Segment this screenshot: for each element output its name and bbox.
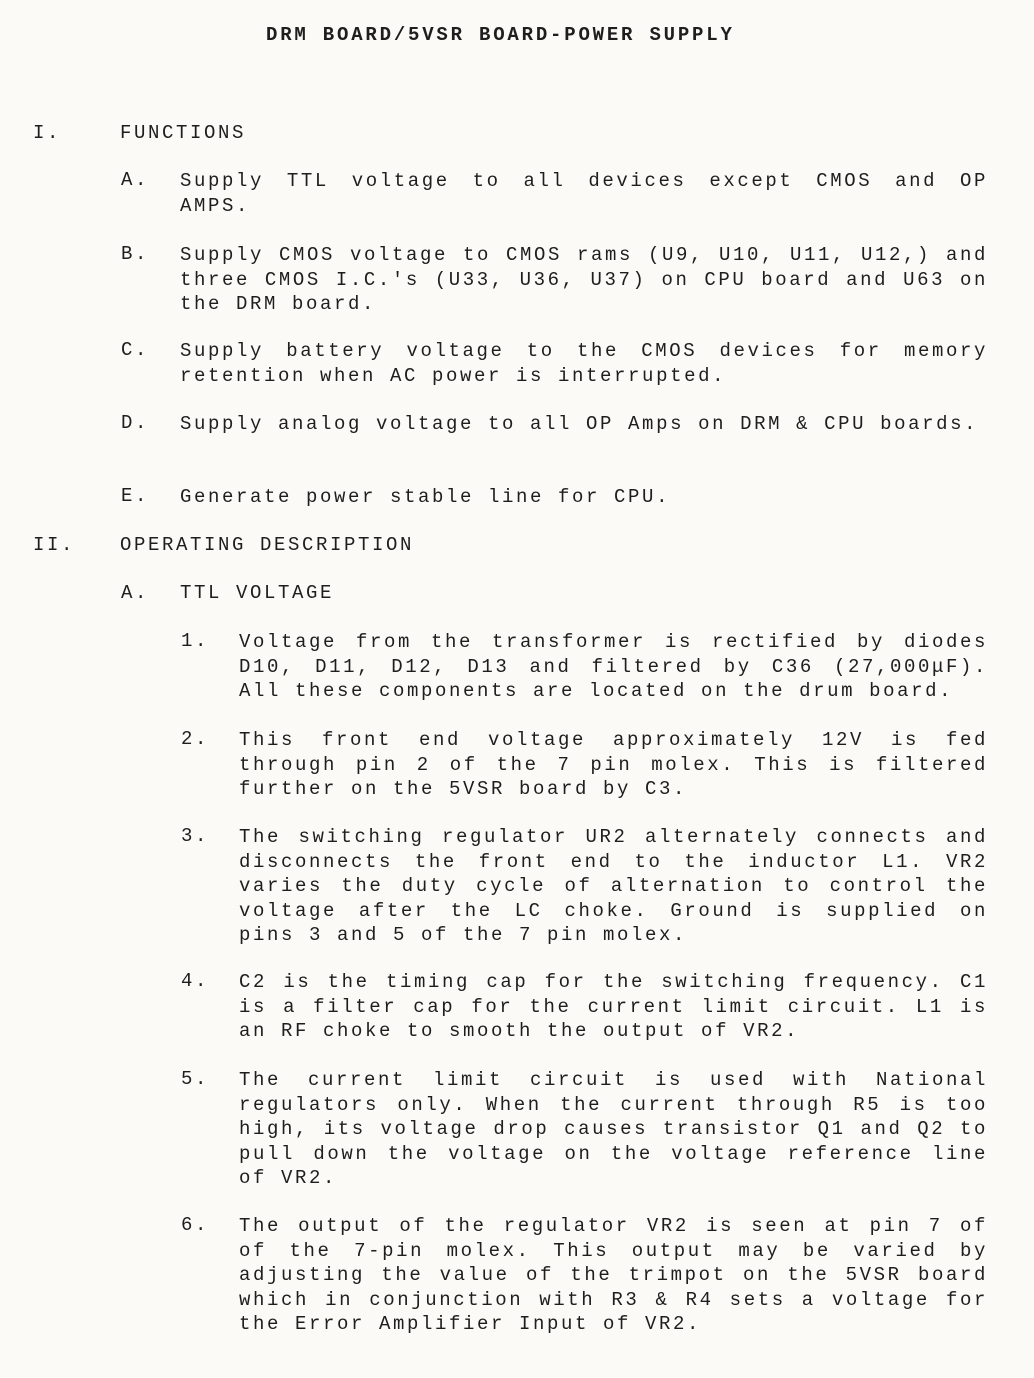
item-letter: C. <box>121 339 150 361</box>
item-text: Supply battery voltage to the CMOS devices for memory retention when AC power is interrupted. <box>180 340 988 387</box>
document-title: DRM BOARD/5VSR BOARD-POWER SUPPLY <box>266 24 735 46</box>
step-text: Voltage from the transformer is rectified by diodes D10, D11, D12, D13 and filtered by C36 (27,000μF). All these components are located on the drum board. <box>239 631 988 703</box>
step-number: 2. <box>181 728 210 750</box>
section-number: I. <box>33 122 62 144</box>
subsection-letter: A. <box>121 582 150 604</box>
step-text: The current limit circuit is used with National regulators only. When the current through R5 is too high, its voltage drop causes transistor Q1 and Q2 to pull down the voltage on the voltage reference line of VR2. <box>239 1069 988 1190</box>
item-text: Supply analog voltage to all OP Amps on DRM & CPU boards. <box>180 413 979 435</box>
section-heading-operating-description <box>0 534 1034 558</box>
step-number: 5. <box>181 1068 210 1090</box>
step-text: The output of the regulator VR2 is seen at pin 7 of of the 7-pin molex. This output may be varied by adjusting the value of the trimpot on the 5VSR board which in conjunction with R3 & R4 sets a voltage for the Error Amplifier Input of VR2. <box>239 1215 988 1336</box>
item-text: Supply TTL voltage to all devices except CMOS and OP AMPS. <box>180 170 988 217</box>
step-text: This front end voltage approximately 12V is fed through pin 2 of the 7 pin molex. This is filtered further on the 5VSR board by C3. <box>239 729 988 801</box>
item-letter: A. <box>121 169 150 191</box>
step-number: 6. <box>181 1214 210 1236</box>
item-letter: E. <box>121 485 150 507</box>
step-text: C2 is the timing cap for the switching frequency. C1 is a filter cap for the current limit circuit. L1 is an RF choke to smooth the output of VR2. <box>239 971 988 1043</box>
section-title: OPERATING DESCRIPTION <box>120 534 415 556</box>
section-title: FUNCTIONS <box>120 122 247 144</box>
item-letter: D. <box>121 412 150 434</box>
step-text: The switching regulator UR2 alternately connects and disconnects the front end to the inductor L1. VR2 varies the duty cycle of alternation to control the voltage after the LC choke. Ground is supplied on pins 3 and 5 of the 7 pin molex. <box>239 826 988 947</box>
item-letter: B. <box>121 243 150 265</box>
section-heading-functions <box>0 122 1034 146</box>
step-number: 1. <box>181 630 210 652</box>
step-number: 4. <box>181 970 210 992</box>
subsection-title: TTL VOLTAGE <box>180 582 335 604</box>
section-number: II. <box>33 534 76 556</box>
item-text: Generate power stable line for CPU. <box>180 486 671 508</box>
step-number: 3. <box>181 825 210 847</box>
item-text: Supply CMOS voltage to CMOS rams (U9, U10, U11, U12,) and three CMOS I.C.'s (U33, U36, U37) on CPU board and U63 on the DRM board. <box>180 244 988 316</box>
